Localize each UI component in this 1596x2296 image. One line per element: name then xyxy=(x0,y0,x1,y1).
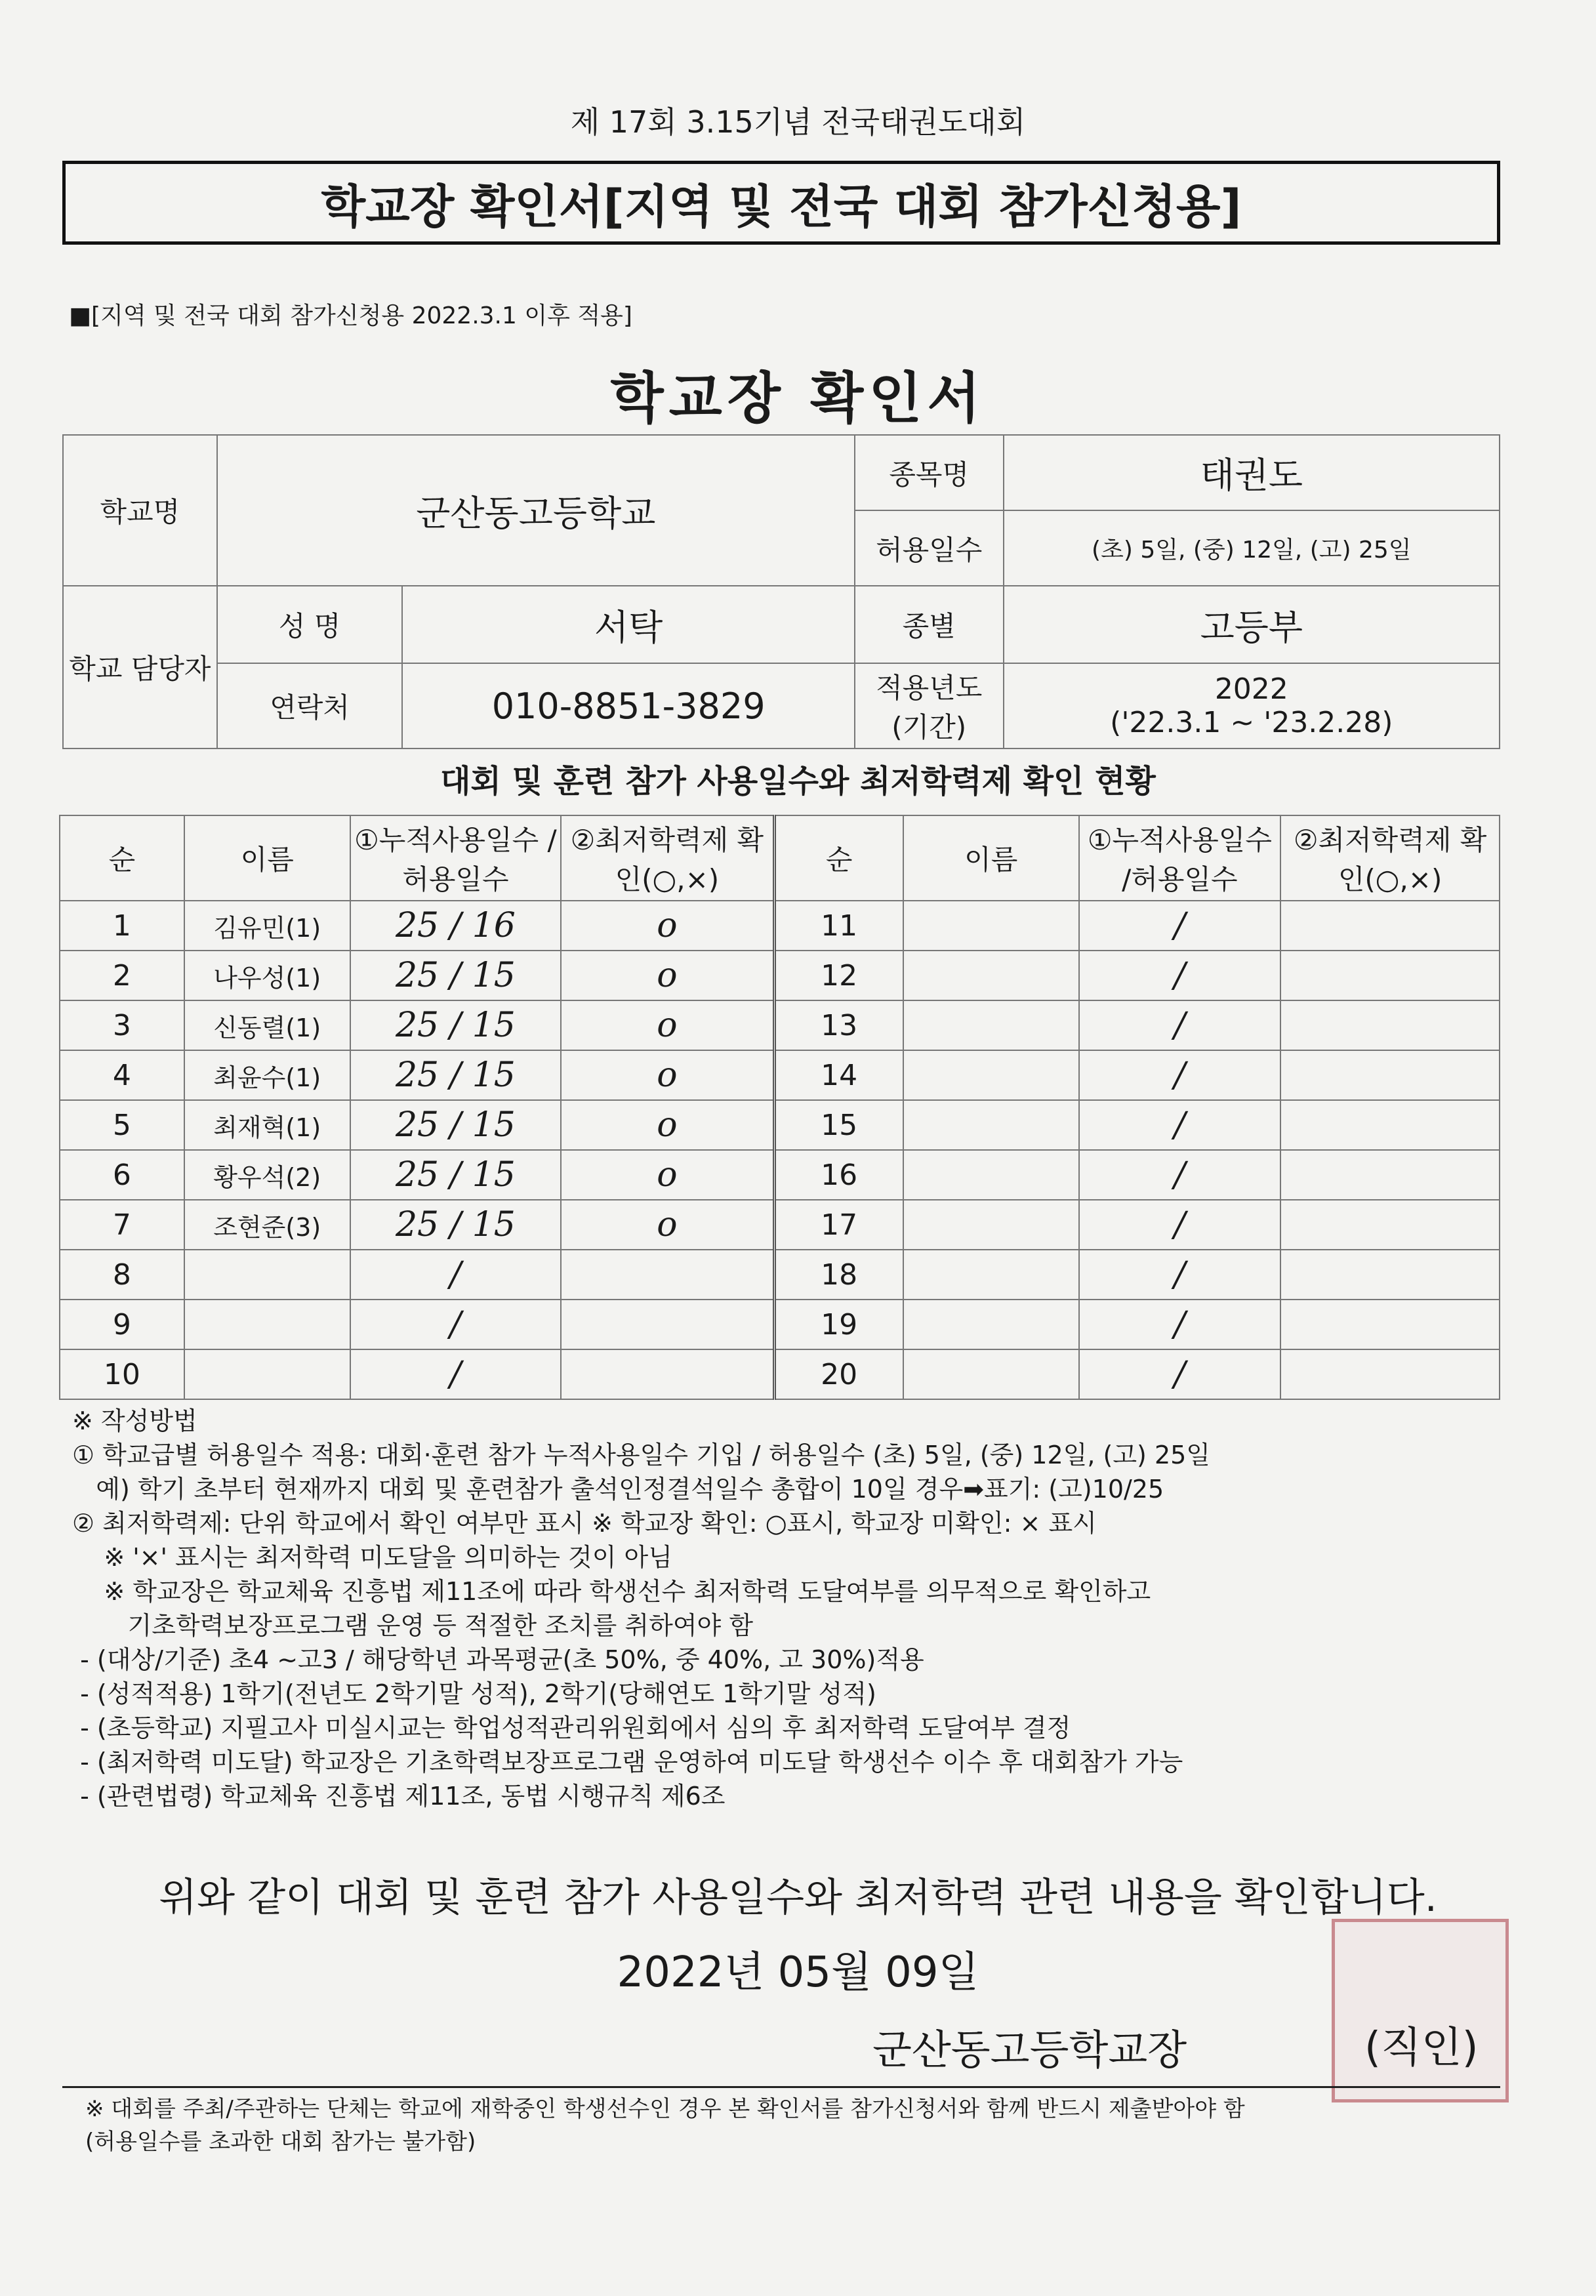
roster-name: 조현준(3) xyxy=(184,1200,350,1250)
year-value: 2022 xyxy=(1214,672,1288,706)
roster-no: 9 xyxy=(60,1300,184,1349)
sport-value: 태권도 xyxy=(1004,435,1500,510)
roster-no: 4 xyxy=(60,1050,184,1100)
roster-name xyxy=(184,1300,350,1349)
contact-value: 010-8851-3829 xyxy=(402,663,854,748)
roster-days: / xyxy=(1079,951,1281,1000)
roster-name xyxy=(903,901,1079,951)
roster-days: / xyxy=(1079,1000,1281,1050)
roster-name xyxy=(184,1250,350,1300)
roster-academic-check: o xyxy=(561,951,774,1000)
apply-note: ■[지역 및 전국 대회 참가신청용 2022.3.1 이후 적용] xyxy=(69,302,632,329)
roster-days: / xyxy=(1079,1300,1281,1349)
roster-row xyxy=(60,1349,1500,1399)
header-no: 순 xyxy=(774,815,903,901)
school-info-table xyxy=(62,434,1500,749)
roster-row xyxy=(60,1250,1500,1300)
roster-row xyxy=(60,1000,1500,1050)
roster-no: 10 xyxy=(60,1349,184,1399)
roster-row xyxy=(60,1150,1500,1200)
roster-no: 14 xyxy=(774,1050,903,1100)
roster-name: 황우석(2) xyxy=(184,1150,350,1200)
roster-name: 신동렬(1) xyxy=(184,1000,350,1050)
roster-days: 25 / 15 xyxy=(350,1200,562,1250)
header-days: ①누적사용일수 /허용일수 xyxy=(1079,815,1281,901)
roster-no: 16 xyxy=(774,1150,903,1200)
guide-line: ※ '×' 표시는 최저학력 미도달을 의미하는 것이 아님 xyxy=(72,1543,672,1572)
roster-days: 25 / 15 xyxy=(350,1000,562,1050)
roster-academic-check: o xyxy=(561,901,774,951)
sport-label: 종목명 xyxy=(855,435,1004,510)
roster-days: / xyxy=(350,1250,562,1300)
roster-no: 5 xyxy=(60,1100,184,1150)
event-title: 제 17회 3.15기념 전국태권도대회 xyxy=(570,104,1026,140)
roster-no: 7 xyxy=(60,1200,184,1250)
roster-academic-check: o xyxy=(561,1200,774,1250)
roster-days: 25 / 15 xyxy=(350,1050,562,1100)
roster-academic-check xyxy=(1280,1200,1500,1250)
header-box xyxy=(62,161,1500,245)
roster-academic-check xyxy=(1280,1100,1500,1150)
roster-no: 11 xyxy=(774,901,903,951)
writing-guide xyxy=(72,1404,1515,1813)
roster-academic-check xyxy=(1280,1000,1500,1050)
roster-academic-check: o xyxy=(561,1100,774,1150)
guide-line: - (관련법령) 학교체육 진흥법 제11조, 동법 시행규칙 제6조 xyxy=(72,1782,726,1811)
roster-row xyxy=(60,1300,1500,1349)
roster-name xyxy=(903,1250,1079,1300)
header-name: 이름 xyxy=(903,815,1079,901)
guide-line: - (최저학력 미도달) 학교장은 기초학력보장프로그램 운영하여 미도달 학생선수 이수 후 대회참가 가능 xyxy=(72,1748,1183,1776)
roster-academic-check xyxy=(1280,1300,1500,1349)
roster-days: / xyxy=(1079,1150,1281,1200)
confirmation-statement: 위와 같이 대회 및 훈련 참가 사용일수와 최저학력 관련 내용을 확인합니다. xyxy=(159,1875,1437,1921)
issue-date: 2022년 05월 09일 xyxy=(617,1948,979,1997)
roster-row xyxy=(60,951,1500,1000)
roster-no: 3 xyxy=(60,1000,184,1050)
roster-no: 12 xyxy=(774,951,903,1000)
roster-academic-check xyxy=(1280,901,1500,951)
guide-line: - (초등학교) 지필고사 미실시교는 학업성적관리위원회에서 심의 후 최저학력 도달여부 결정 xyxy=(72,1713,1071,1742)
contact-label: 연락처 xyxy=(217,663,403,748)
doc-title: 학교장 확인서 xyxy=(610,366,986,430)
roster-name xyxy=(184,1349,350,1399)
roster-days: / xyxy=(1079,901,1281,951)
roster-days: / xyxy=(1079,1050,1281,1100)
roster-table xyxy=(59,815,1500,1400)
roster-days: / xyxy=(1079,1100,1281,1150)
roster-name xyxy=(903,1200,1079,1250)
roster-academic-check xyxy=(1280,1050,1500,1100)
header-no: 순 xyxy=(60,815,184,901)
roster-days: / xyxy=(350,1349,562,1399)
guide-line: ① 학교급별 허용일수 적용: 대회·훈련 참가 누적사용일수 기입 / 허용일수 (초) 5일, (중) 12일, (고) 25일 xyxy=(72,1441,1211,1469)
roster-academic-check xyxy=(561,1300,774,1349)
roster-academic-check: o xyxy=(561,1050,774,1100)
roster-name xyxy=(903,1000,1079,1050)
guide-line: - (대상/기준) 초4 ~고3 / 해당학년 과목평균(초 50%, 중 40%, 고 30%)적용 xyxy=(72,1645,924,1674)
year-cell xyxy=(1004,663,1500,748)
footer-divider xyxy=(62,2086,1500,2088)
division-label: 종별 xyxy=(855,586,1004,663)
guide-line: 예) 학기 초부터 현재까지 대회 및 훈련참가 출석인정결석일수 총합이 10일 경우➡표기: (고)10/25 xyxy=(72,1475,1164,1504)
roster-name: 김유민(1) xyxy=(184,901,350,951)
roster-days: / xyxy=(1079,1200,1281,1250)
roster-academic-check: o xyxy=(561,1000,774,1050)
guide-line: ※ 학교장은 학교체육 진흥법 제11조에 따라 학생선수 최저학력 도달여부를 의무적으로 확인하고 xyxy=(72,1577,1151,1606)
roster-row xyxy=(60,1050,1500,1100)
roster-row xyxy=(60,901,1500,951)
header-name: 이름 xyxy=(184,815,350,901)
roster-academic-check: o xyxy=(561,1150,774,1200)
roster-academic-check xyxy=(1280,951,1500,1000)
roster-header-row xyxy=(60,815,1500,901)
roster-days: / xyxy=(1079,1250,1281,1300)
roster-days: 25 / 15 xyxy=(350,1100,562,1150)
manager-name-label: 성 명 xyxy=(217,586,403,663)
year-label: 적용년도 (기간) xyxy=(855,663,1004,748)
header-days: ①누적사용일수 /허용일수 xyxy=(350,815,562,901)
roster-days: 25 / 15 xyxy=(350,1150,562,1200)
roster-name xyxy=(903,1100,1079,1150)
roster-days: 25 / 16 xyxy=(350,901,562,951)
school-name-label: 학교명 xyxy=(63,435,217,586)
footer-note xyxy=(85,2093,1245,2158)
roster-no: 19 xyxy=(774,1300,903,1349)
guide-line: ※ 작성방법 xyxy=(72,1406,197,1435)
header-box-text: 학교장 확인서[지역 및 전국 대회 참가신청용] xyxy=(321,179,1242,234)
allowed-days-value: (초) 5일, (중) 12일, (고) 25일 xyxy=(1004,510,1500,586)
roster-row xyxy=(60,1100,1500,1150)
roster-name: 최재혁(1) xyxy=(184,1100,350,1150)
section-title: 대회 및 훈련 참가 사용일수와 최저학력제 확인 현황 xyxy=(440,763,1156,800)
school-name-value: 군산동고등학교 xyxy=(217,435,855,586)
division-value: 고등부 xyxy=(1004,586,1500,663)
roster-days: 25 / 15 xyxy=(350,951,562,1000)
roster-name: 나우성(1) xyxy=(184,951,350,1000)
seal-label: (직인) xyxy=(1364,2024,1479,2072)
roster-no: 13 xyxy=(774,1000,903,1050)
principal-name: 군산동고등학교장 xyxy=(872,2026,1187,2074)
roster-no: 2 xyxy=(60,951,184,1000)
footer-line: (허용일수를 초과한 대회 참가는 불가함) xyxy=(85,2129,476,2155)
roster-academic-check xyxy=(1280,1150,1500,1200)
roster-no: 6 xyxy=(60,1150,184,1200)
roster-name: 최윤수(1) xyxy=(184,1050,350,1100)
roster-row xyxy=(60,1200,1500,1250)
roster-no: 18 xyxy=(774,1250,903,1300)
guide-line: - (성적적용) 1학기(전년도 2학기말 성적), 2학기(당해연도 1학기말 성적) xyxy=(72,1679,876,1708)
roster-academic-check xyxy=(1280,1250,1500,1300)
roster-no: 20 xyxy=(774,1349,903,1399)
roster-academic-check xyxy=(561,1250,774,1300)
roster-academic-check xyxy=(561,1349,774,1399)
roster-name xyxy=(903,1300,1079,1349)
roster-academic-check xyxy=(1280,1349,1500,1399)
roster-name xyxy=(903,1050,1079,1100)
manager-label: 학교 담당자 xyxy=(63,586,217,748)
allowed-days-label: 허용일수 xyxy=(855,510,1004,586)
roster-days: / xyxy=(1079,1349,1281,1399)
header-academic: ②최저학력제 확인(○,×) xyxy=(561,815,774,901)
roster-no: 17 xyxy=(774,1200,903,1250)
guide-line: 기초학력보장프로그램 운영 등 적절한 조치를 취하여야 함 xyxy=(72,1611,754,1640)
roster-no: 8 xyxy=(60,1250,184,1300)
manager-name-value: 서탁 xyxy=(402,586,854,663)
roster-no: 1 xyxy=(60,901,184,951)
roster-no: 15 xyxy=(774,1100,903,1150)
guide-line: ② 최저학력제: 단위 학교에서 확인 여부만 표시 ※ 학교장 확인: ○표시, 학교장 미확인: × 표시 xyxy=(72,1509,1097,1538)
roster-days: / xyxy=(350,1300,562,1349)
footer-line: ※ 대회를 주최/주관하는 단체는 학교에 재학중인 학생선수인 경우 본 확인서를 참가신청서와 함께 반드시 제출받아야 함 xyxy=(85,2096,1245,2122)
roster-name xyxy=(903,1150,1079,1200)
roster-name xyxy=(903,1349,1079,1399)
header-academic: ②최저학력제 확인(○,×) xyxy=(1280,815,1500,901)
period-value: ('22.3.1 ~ '23.2.28) xyxy=(1110,706,1393,739)
official-seal-stamp xyxy=(1332,1919,1509,2102)
roster-name xyxy=(903,951,1079,1000)
